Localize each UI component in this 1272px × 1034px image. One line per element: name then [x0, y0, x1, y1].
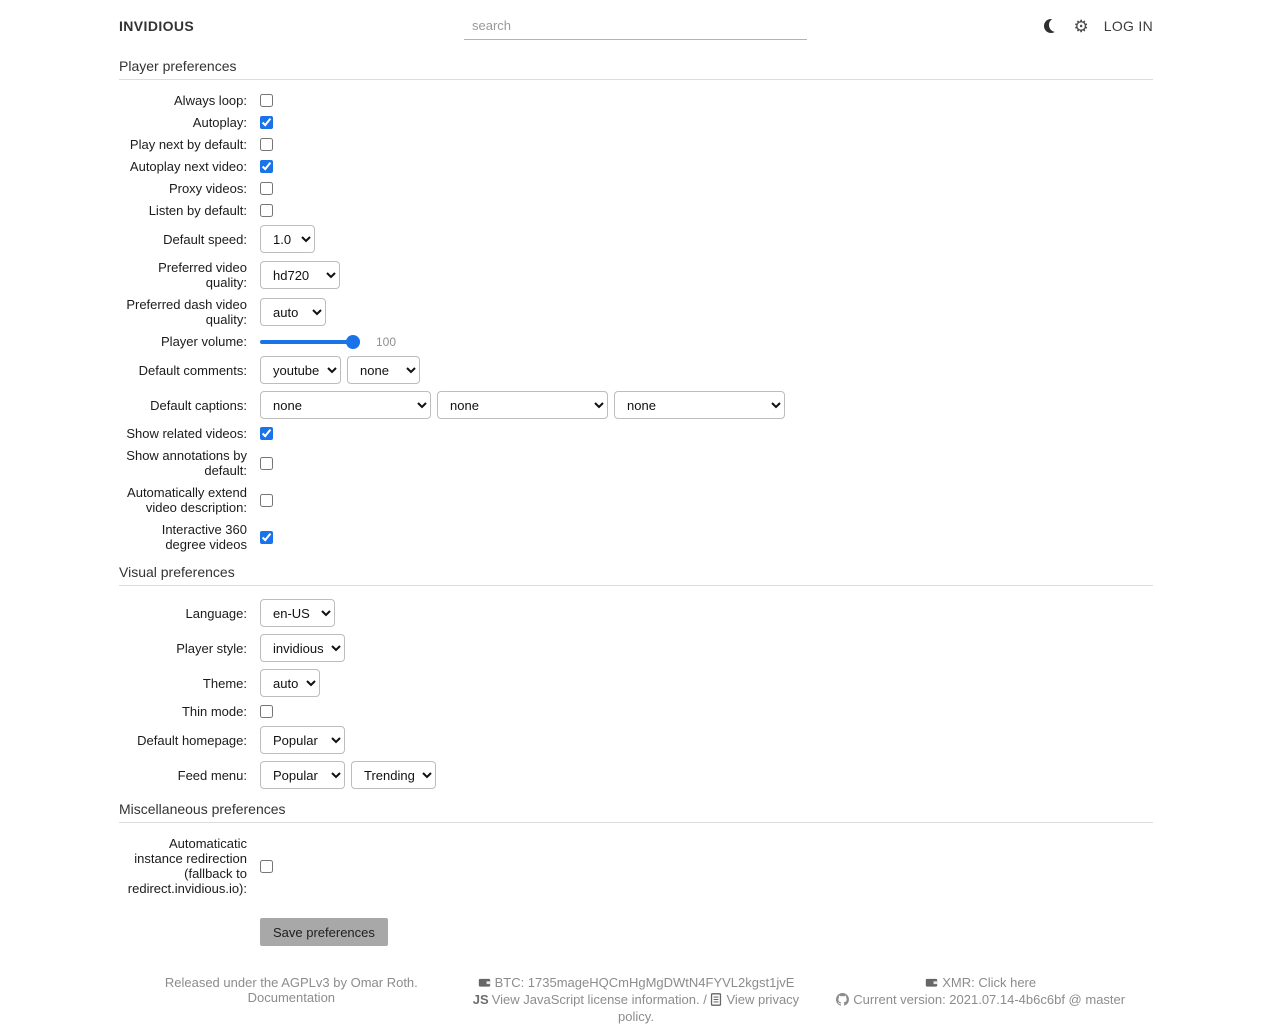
- field-label: Default captions:: [150, 397, 247, 413]
- save-preferences-button[interactable]: Save preferences: [260, 918, 388, 946]
- autoplay-next-video-checkbox[interactable]: [260, 160, 273, 173]
- header-actions: [807, 18, 1153, 35]
- default-speed-select[interactable]: [260, 225, 315, 253]
- divider: [119, 585, 1153, 586]
- field-label: Language:: [185, 605, 247, 621]
- pref-row-related-videos: [119, 426, 1153, 441]
- separator-text: /: [703, 992, 707, 1007]
- search-input[interactable]: [464, 12, 807, 40]
- player-style-select[interactable]: [260, 634, 345, 662]
- divider: [119, 822, 1153, 823]
- field-label: Theme:: [202, 675, 247, 691]
- preferences-button[interactable]: [1073, 18, 1088, 35]
- divider: [119, 79, 1153, 80]
- pref-row-autoplay: [119, 115, 1153, 130]
- captions-2-select[interactable]: [437, 391, 608, 419]
- btc-address-text: BTC: 1735mageHQCmHgMgDWtN4FYVL2kgst1jvE: [494, 975, 795, 990]
- xmr-label: XMR:: [942, 975, 975, 990]
- pref-row-video-quality: [119, 260, 1153, 290]
- license-text: Released under the AGPLv3 by Omar Roth.: [164, 975, 418, 990]
- moon-icon: [1044, 19, 1058, 33]
- money-icon: [478, 976, 491, 992]
- pref-row-player-volume: [119, 334, 1153, 349]
- field-label: Autoplay:: [192, 115, 247, 130]
- volume-value: 100: [376, 334, 397, 349]
- related-videos-checkbox[interactable]: [260, 427, 273, 440]
- pref-row-player-style: [119, 634, 1153, 662]
- pref-row-default-homepage: [119, 726, 1153, 754]
- pref-row-feed-menu: [119, 761, 1153, 789]
- pref-row-instance-redirection: [119, 836, 1153, 896]
- pref-row-default-captions: [119, 391, 1153, 419]
- pref-row-extend-description: [119, 485, 1153, 515]
- play-next-checkbox[interactable]: [260, 138, 273, 151]
- visual-preferences-heading: Visual preferences: [119, 564, 235, 580]
- gear-icon: ⚙: [1073, 16, 1089, 36]
- listen-by-default-checkbox[interactable]: [260, 204, 273, 217]
- captions-3-select[interactable]: [614, 391, 785, 419]
- feed-menu-1-select[interactable]: [260, 761, 345, 789]
- default-homepage-select[interactable]: [260, 726, 345, 754]
- log-in-link[interactable]: LOG IN: [1103, 18, 1153, 34]
- player-preferences-heading: Player preferences: [119, 58, 237, 74]
- js-license-link[interactable]: View JavaScript license information.: [491, 992, 700, 1007]
- field-label: Automaticatic instance redirection (fallback to redirect.invidious.io):: [127, 836, 247, 896]
- theme-select[interactable]: [260, 669, 320, 697]
- preferred-quality-select[interactable]: [260, 261, 340, 289]
- comments-source-1-select[interactable]: [260, 356, 341, 384]
- field-label: Player style:: [176, 640, 247, 656]
- xmr-click-here-link[interactable]: Click here: [978, 975, 1037, 990]
- pref-row-proxy-videos: [119, 181, 1153, 196]
- interactive-360-checkbox[interactable]: [260, 531, 273, 544]
- field-label: Always loop:: [174, 93, 247, 108]
- field-label: Listen by default:: [148, 203, 247, 218]
- comments-source-2-select[interactable]: [347, 356, 420, 384]
- pref-row-play-next: [119, 137, 1153, 152]
- field-label: Feed menu:: [177, 767, 247, 783]
- field-label: Show annotations by default:: [126, 448, 247, 478]
- extend-description-checkbox[interactable]: [260, 494, 273, 507]
- instance-redirection-checkbox[interactable]: [260, 860, 273, 873]
- pref-row-annotations: [119, 448, 1153, 478]
- captions-1-select[interactable]: [260, 391, 431, 419]
- privacy-policy-link[interactable]: View privacy policy.: [618, 992, 800, 1024]
- footer-right: [808, 975, 1153, 1024]
- field-label: Proxy videos:: [168, 181, 247, 196]
- footer: [119, 946, 1153, 1034]
- field-label: Preferred dash video quality:: [126, 297, 247, 327]
- field-label: Show related videos:: [126, 426, 247, 441]
- field-label: Autoplay next video:: [129, 159, 247, 174]
- invidious-logo[interactable]: INVIDIOUS: [119, 18, 195, 34]
- pref-row-listen-default: [119, 203, 1153, 218]
- pref-row-theme: [119, 669, 1153, 697]
- misc-preferences-heading: Miscellaneous preferences: [119, 801, 286, 817]
- js-icon: JS: [472, 992, 489, 1007]
- field-label: Interactive 360 degree videos: [161, 522, 247, 552]
- money-icon: [925, 976, 938, 992]
- document-icon: [710, 993, 722, 1009]
- documentation-link[interactable]: Documentation: [247, 990, 336, 1005]
- field-label: Preferred video quality:: [158, 260, 247, 290]
- language-select[interactable]: [260, 599, 335, 627]
- field-label: Default homepage:: [137, 732, 247, 748]
- field-label: Default comments:: [138, 362, 247, 378]
- footer-left: [119, 975, 464, 1024]
- pref-row-default-speed: [119, 225, 1153, 253]
- pref-row-autoplay-next: [119, 159, 1153, 174]
- pref-row-thin-mode: [119, 704, 1153, 719]
- pref-row-360-videos: [119, 522, 1153, 552]
- field-label: Player volume:: [161, 334, 247, 349]
- github-icon: [836, 993, 849, 1009]
- proxy-videos-checkbox[interactable]: [260, 182, 273, 195]
- field-label: Play next by default:: [129, 137, 247, 152]
- pref-row-dash-quality: [119, 297, 1153, 327]
- footer-middle: [464, 975, 809, 1024]
- pref-row-language: [119, 599, 1153, 627]
- thin-mode-checkbox[interactable]: [260, 705, 273, 718]
- field-label: Default speed:: [163, 231, 247, 247]
- always-loop-checkbox[interactable]: [260, 94, 273, 107]
- dark-mode-toggle-button[interactable]: [1044, 19, 1058, 33]
- player-volume-slider[interactable]: [260, 340, 360, 344]
- autoplay-checkbox[interactable]: [260, 116, 273, 129]
- field-label: Thin mode:: [181, 704, 247, 719]
- pref-row-always-loop: [119, 93, 1153, 108]
- annotations-checkbox[interactable]: [260, 457, 273, 470]
- feed-menu-2-select[interactable]: [351, 761, 436, 789]
- top-bar: [119, 0, 1153, 46]
- version-text: Current version: 2021.07.14-4b6c6bf @ master: [853, 992, 1126, 1007]
- pref-row-default-comments: [119, 356, 1153, 384]
- field-label: Automatically extend video description:: [127, 485, 247, 515]
- dash-quality-select[interactable]: [260, 298, 326, 326]
